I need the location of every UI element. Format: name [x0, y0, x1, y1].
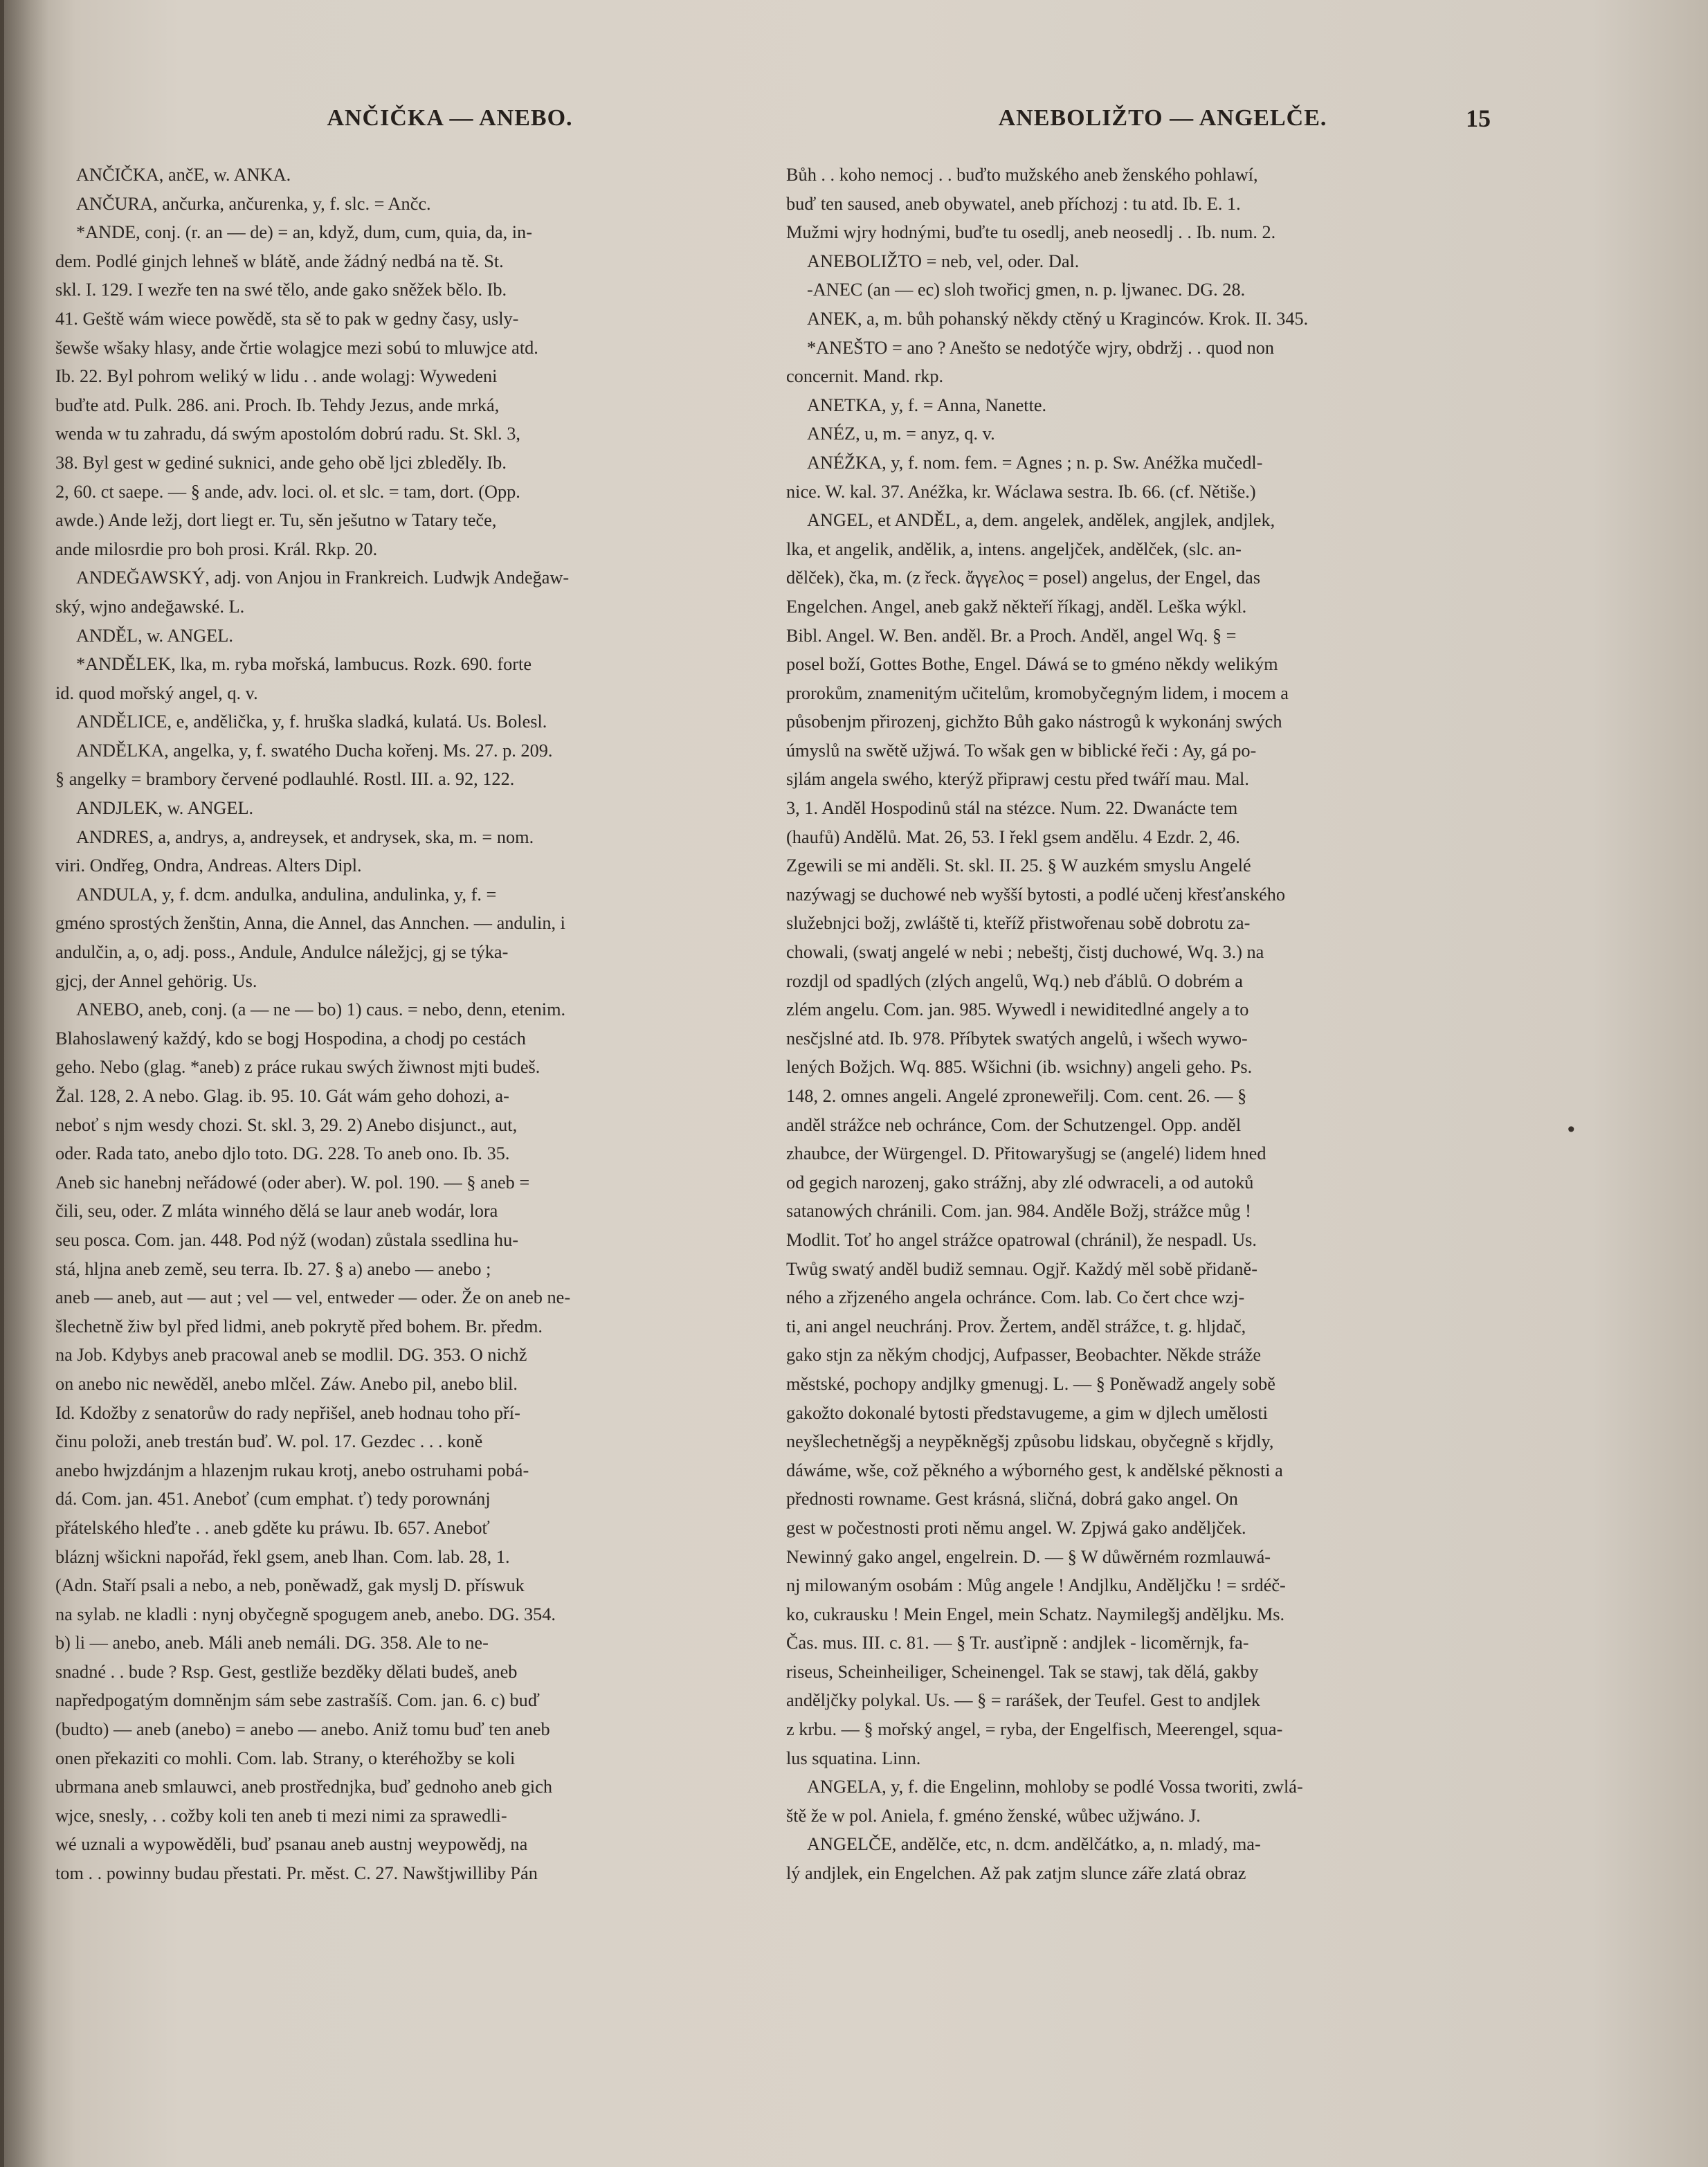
text-line: ANÉŽKA, y, f. nom. fem. = Agnes ; n. p. Sw. Anéžka mučedl-: [807, 452, 1263, 473]
text-line: Twůg swatý anděl budiž semnau. Ogjř. Každý měl sobě přidaně-: [786, 1258, 1257, 1279]
text-line: Zgewili se mi anděli. St. skl. II. 25. § W auzkém smyslu Angelé: [786, 855, 1251, 876]
text-line: nj milowaným osobám : Můg angele ! Andjlku, Anděljčku ! = srdéč-: [786, 1575, 1286, 1596]
text-line: wenda w tu zahradu, dá swým apostolóm dobrú radu. St. Skl. 3,: [55, 424, 520, 444]
text-line: 2, 60. ct saepe. — § ande, adv. loci. ol. et slc. = tam, dort. (Opp.: [55, 481, 520, 502]
text-line: posel boží, Gottes Bothe, Engel. Dáwá se to gméno někdy welikým: [786, 654, 1278, 675]
text-line: 3, 1. Anděl Hospodinů stál na stézce. Num. 22. Dwanácte tem: [786, 798, 1238, 819]
text-line: gest w počestnosti proti němu angel. W. Zpjwá gako anděljček.: [786, 1517, 1246, 1538]
text-line: zlém angelu. Com. jan. 985. Wywedl i newiditedlné angely a to: [786, 999, 1249, 1020]
text-line: ANDĚL, w. ANGEL.: [76, 625, 233, 646]
text-line: § angelky = brambory červené podlauhlé. Rostl. III. a. 92, 122.: [55, 769, 515, 790]
text-line: dělček), čka, m. (z řeck. ἄγγελος = posel) angelus, der Engel, das: [786, 568, 1261, 588]
text-line: Engelchen. Angel, aneb gakž někteří říkagj, anděl. Leška wýkl.: [786, 596, 1247, 617]
text-line: anebo hwjzdánjm a hlazenjm rukau krotj, anebo ostruhami pobá-: [55, 1460, 529, 1480]
text-line: (budto) — aneb (anebo) = anebo — anebo. Aniž tomu buď ten aneb: [55, 1719, 550, 1740]
text-line: ného a zřjzeného angela ochránce. Com. lab. Co čert chce wzj-: [786, 1287, 1245, 1308]
text-line: buďte atd. Pulk. 286. ani. Proch. Ib. Tehdy Jezus, ande mrká,: [55, 395, 500, 415]
text-line: Aneb sic hanebnj neřádowé (oder aber). W. pol. 190. — § aneb =: [55, 1172, 530, 1193]
text-line: *ANEŠTO = ano ? Anešto se nedotýče wjry, obdržj . . quod non: [807, 337, 1275, 358]
text-line: přátelského hleďte . . aneb gděte ku práwu. Ib. 657. Aneboť: [55, 1517, 490, 1538]
text-line: nesčjslné atd. Ib. 978. Příbytek swatých angelů, i wšech wywo-: [786, 1028, 1248, 1049]
text-line: prorokům, znamenitým učitelům, kromobyčegným lidem, i mocem a: [786, 682, 1289, 703]
text-line: dem. Podlé ginjch lehneš w blátě, ande žádný nedbá na tě. St.: [55, 251, 504, 271]
text-line: lených Božjch. Wq. 885. Wšichni (ib. wsichny) angeli geho. Ps.: [786, 1057, 1253, 1078]
text-line: ubrmana aneb smlauwci, aneb prostřednjka, buď gednoho aneb gich: [55, 1777, 553, 1797]
binding-shadow: [0, 0, 48, 2167]
text-line: dá. Com. jan. 451. Aneboť (cum emphat. ť) tedy porownánj: [55, 1489, 491, 1509]
text-line: *ANDE, conj. (r. an — de) = an, když, dum, cum, quia, da, in-: [76, 222, 532, 243]
text-line: snadné . . bude ? Rsp. Gest, gestliže bezděky dělati budeš, aneb: [55, 1661, 518, 1682]
text-line: Čas. mus. III. c. 81. — § Tr. ausťipně : andjlek - licoměrnjk, fa-: [786, 1633, 1249, 1653]
text-line: neboť s njm wesdy chozi. St. skl. 3, 29. 2) Anebo disjunct., aut,: [55, 1114, 518, 1135]
text-line: ti, ani angel neuchránj. Prov. Žertem, anděl strážce, t. g. hljdač,: [786, 1316, 1246, 1336]
text-line: stá, hljna aneb země, seu terra. Ib. 27. § a) anebo — anebo ;: [55, 1258, 491, 1279]
text-line: ANEBOLIŽTO = neb, vel, oder. Dal.: [807, 251, 1080, 271]
text-line: anděljčky polykal. Us. — § = rarášek, der Teufel. Gest to andjlek: [786, 1690, 1261, 1711]
text-line: ANGEL, et ANDĚL, a, dem. angelek, andělek, angjlek, andjlek,: [807, 510, 1275, 531]
text-line: 148, 2. omnes angeli. Angelé zproneweřilj. Com. cent. 26. — §: [786, 1086, 1247, 1106]
text-line: ANEK, a, m. bůh pohanský někdy ctěný u Kraginców. Krok. II. 345.: [807, 308, 1309, 329]
text-line: b) li — anebo, aneb. Máli aneb nemáli. DG. 358. Ale to ne-: [55, 1633, 489, 1653]
text-line: nice. W. kal. 37. Anéžka, kr. Wáclawa sestra. Ib. 66. (cf. Nětiše.): [786, 481, 1256, 502]
text-line: Modlit. Toť ho angel strážce opatrowal (chránil), že nespadl. Us.: [786, 1229, 1257, 1250]
text-line: Bibl. Angel. W. Ben. anděl. Br. a Proch. Anděl, angel Wq. § =: [786, 625, 1237, 646]
text-line: gako stjn za někým chodjcj, Aufpasser, Beobachter. Někde stráže: [786, 1345, 1262, 1366]
text-line: napředpogatým domněnjm sám sebe zastrašíš. Com. jan. 6. c) buď: [55, 1690, 540, 1711]
text-line: satanowých chránili. Com. jan. 984. Anděle Božj, strážce můg !: [786, 1201, 1251, 1222]
text-line: ANČIČKA, ančE, w. ANKA.: [76, 165, 291, 185]
text-line: neyšlechetněgšj a neypěkněgšj způsobu lidskau, obyčegně s křjdly,: [786, 1431, 1274, 1452]
text-line: wé uznali a wypowěděli, buď psanau aneb austnj weypowědj, na: [55, 1834, 528, 1855]
text-line: gméno sprostých ženštin, Anna, die Annel, das Annchen. — andulin, i: [55, 913, 565, 934]
text-line: ANÉZ, u, m. = anyz, q. v.: [807, 424, 995, 444]
text-line: ANDEĞAWSKÝ, adj. von Anjou in Frankreich. Ludwjk Andeğaw-: [76, 568, 570, 588]
text-line: geho. Nebo (glag. *aneb) z práce rukau swých žiwnost mjti budeš.: [55, 1057, 540, 1078]
text-line: Mužmi wjry hodnými, buďte tu osedlj, aneb neosedlj . . Ib. num. 2.: [786, 222, 1276, 243]
text-line: bláznj wšickni napořád, řekl gsem, aneb lhan. Com. lab. 28, 1.: [55, 1546, 510, 1567]
text-line: Žal. 128, 2. A nebo. Glag. ib. 95. 10. Gát wám geho dohozi, a-: [55, 1086, 509, 1106]
text-line: úmyslů na swětě užjwá. To wšak gen w biblické řeči : Ay, gá po-: [786, 740, 1257, 761]
text-line: ANETKA, y, f. = Anna, Nanette.: [807, 395, 1047, 415]
text-line: služebnjci božj, zwláště ti, kteříž přistwořenau sobě dobrotu za-: [786, 913, 1251, 934]
text-line: skl. I. 129. I wezře ten na swé tělo, ande gako sněžek bělo. Ib.: [55, 280, 507, 300]
text-line: lka, et angelik, andělik, a, intens. angeljček, andělček, (slc. an-: [786, 538, 1242, 559]
text-line: aneb — aneb, aut — aut ; vel — vel, entweder — oder. Že on aneb ne-: [55, 1287, 571, 1308]
text-line: oder. Rada tato, anebo djlo toto. DG. 228. To aneb ono. Ib. 35.: [55, 1143, 510, 1164]
text-line: Ib. 22. Byl pohrom weliký w lidu . . ande wolagj: Wywedeni: [55, 366, 498, 387]
text-line: působenjm přirozenj, gichžto Bůh gako nástrogů k wykonánj swých: [786, 711, 1282, 732]
text-line: Id. Kdožby z senatorůw do rady nepřišel, aneb hodnau toho pří-: [55, 1402, 520, 1423]
text-line: lus squatina. Linn.: [786, 1748, 921, 1768]
text-line: (Adn. Staří psali a nebo, a neb, poněwadž, gak myslj D. příswuk: [55, 1575, 525, 1596]
text-line: městské, pochopy andjlky gmenugj. L. — § Poněwadž angely sobě: [786, 1373, 1275, 1394]
text-line: -ANEC (an — ec) sloh twořicj gmen, n. p. ljwanec. DG. 28.: [807, 280, 1246, 300]
text-line: ANGELČE, andělče, etc, n. dcm. andělčátko, a, n. mladý, ma-: [807, 1834, 1261, 1855]
text-line: viri. Ondřeg, Ondra, Andreas. Alters Dipl.: [55, 855, 362, 876]
right-column: [786, 161, 1499, 1888]
text-line: ský, wjno andeğawské. L.: [55, 596, 245, 617]
text-line: concernit. Mand. rkp.: [786, 366, 944, 387]
text-line: onen překaziti co mohli. Com. lab. Strany, o kteréhožby se koli: [55, 1748, 516, 1768]
text-line: na Job. Kdybys aneb pracowal aneb se modlil. DG. 353. O nichž: [55, 1345, 527, 1366]
text-line: dáwáme, wše, což pěkného a wýborného gest, k andělské pěknosti a: [786, 1460, 1283, 1480]
text-line: Bůh . . koho nemocj . . buďto mužského aneb ženského pohlawí,: [786, 165, 1258, 185]
text-line: chowali, (swatj angelé w nebi ; nebeštj, čistj duchowé, Wq. 3.) na: [786, 942, 1264, 963]
text-line: šewše wšaky hlasy, ande črtie wolagjce mezi sobú to mluwjce atd.: [55, 337, 538, 358]
text-line: ANGELA, y, f. die Engelinn, mohloby se podlé Vossa tworiti, zwlá-: [807, 1777, 1303, 1797]
text-line: tom . . powinny budau přestati. Pr. měst. C. 27. Nawštjwilliby Pán: [55, 1863, 538, 1884]
running-title-right: ANEBOLIŽTO — ANGELČE.: [998, 105, 1327, 131]
text-line: přednosti rowname. Gest krásná, sličná, dobrá gako angel. On: [786, 1489, 1238, 1509]
left-column: [55, 161, 768, 1888]
text-line: ště že w pol. Aniela, f. gméno ženské, wůbec užjwáno. J.: [786, 1805, 1201, 1826]
text-line: ANDRES, a, andrys, a, andreysek, et andrysek, ska, m. = nom.: [76, 826, 534, 847]
running-title-left: ANČIČKA — ANEBO.: [327, 105, 573, 131]
text-line: 41. Geště wám wiece powědě, sta sě to pak w gedny časy, usly-: [55, 308, 519, 329]
text-line: čili, seu, oder. Z mláta winného dělá se laur aneb wodár, lora: [55, 1201, 498, 1222]
text-line: wjce, snesly, . . cožby koli ten aneb ti mezi nimi za sprawedli-: [55, 1805, 507, 1826]
text-line: rozdjl od spadlých (zlých angelů, Wq.) neb ďáblů. O dobrém a: [786, 970, 1243, 991]
text-line: (haufů) Andělů. Mat. 26, 53. I řekl gsem andělu. 4 Ezdr. 2, 46.: [786, 826, 1240, 847]
text-line: ANDĚLICE, e, andělička, y, f. hruška sladká, kulatá. Us. Bolesl.: [76, 711, 547, 732]
text-line: gakožto dokonalé bytosti představugeme, a gim w djlech umělosti: [786, 1402, 1268, 1423]
text-line: ANČURA, ančurka, ančurenka, y, f. slc. = Ančc.: [76, 193, 431, 214]
text-line: sjlám angela swého, kterýž připrawj cestu před twáří mau. Mal.: [786, 769, 1249, 790]
text-line: 38. Byl gest w gediné suknici, ande geho obě ljci zbleděly. Ib.: [55, 452, 507, 473]
text-line: riseus, Scheinheiliger, Scheinengel. Tak se stawj, tak dělá, gakby: [786, 1661, 1259, 1682]
text-line: Blahoslawený každý, kdo se bogj Hospodina, a chodj po cestách: [55, 1028, 526, 1049]
text-line: lý andjlek, ein Engelchen. Až pak zatjm slunce záře zlatá obraz: [786, 1863, 1246, 1884]
text-line: zhaubce, der Würgengel. D. Přitowaryšugj se (angelé) lidem hned: [786, 1143, 1266, 1164]
text-line: *ANDĚLEK, lka, m. ryba mořská, lambucus. Rozk. 690. forte: [76, 654, 532, 675]
text-line: ANDJLEK, w. ANGEL.: [76, 798, 254, 819]
text-line: ANDULA, y, f. dcm. andulka, andulina, andulinka, y, f. =: [76, 884, 497, 905]
text-line: na sylab. ne kladli : nynj obyčegně spogugem aneb, anebo. DG. 354.: [55, 1604, 556, 1624]
text-line: Newinný gako angel, engelrein. D. — § W důwěrném rozmlauwá-: [786, 1546, 1271, 1567]
text-line: činu položi, aneb trestán buď. W. pol. 17. Gezdec . . . koně: [55, 1431, 483, 1452]
page-number: 15: [1466, 105, 1491, 132]
text-line: seu posca. Com. jan. 448. Pod nýž (wodan) zůstala ssedlina hu-: [55, 1229, 518, 1250]
text-line: od gegich narozenj, gako strážnj, aby zlé odwraceli, a od autoků: [786, 1172, 1254, 1193]
text-line: id. quod mořský angel, q. v.: [55, 682, 258, 703]
text-line: šlechetně žiw byl před lidmi, aneb pokrytě před bohem. Br. předm.: [55, 1316, 543, 1336]
text-line: buď ten saused, aneb obywatel, aneb příchozj : tu atd. Ib. E. 1.: [786, 193, 1241, 214]
text-line: ande milosrdie pro boh prosi. Král. Rkp. 20.: [55, 538, 378, 559]
text-line: z krbu. — § mořský angel, = ryba, der Engelfisch, Meerengel, squa-: [786, 1719, 1283, 1740]
text-line: awde.) Ande ležj, dort liegt er. Tu, sěn ješutno w Tatary teče,: [55, 510, 497, 531]
text-line: ANEBO, aneb, conj. (a — ne — bo) 1) caus. = nebo, denn, etenim.: [76, 999, 566, 1020]
text-line: ko, cukrausku ! Mein Engel, mein Schatz. Naymilegšj anděljku. Ms.: [786, 1604, 1285, 1624]
margin-mark: •: [1565, 1118, 1577, 1141]
text-line: anděl strážce neb ochránce, Com. der Schutzengel. Opp. anděl: [786, 1114, 1242, 1135]
text-line: nazýwagj se duchowé neb wyšší bytosti, a podlé učenj křesťanského: [786, 884, 1286, 905]
text-line: gjcj, der Annel gehörig. Us.: [55, 970, 257, 991]
text-line: ANDĚLKA, angelka, y, f. swatého Ducha kořenj. Ms. 27. p. 209.: [76, 740, 553, 761]
text-line: on anebo nic newěděl, anebo mlčel. Záw. Anebo pil, anebo blil.: [55, 1373, 518, 1394]
text-line: andulčin, a, o, adj. poss., Andule, Andulce náležjcj, gj se týka-: [55, 942, 509, 963]
